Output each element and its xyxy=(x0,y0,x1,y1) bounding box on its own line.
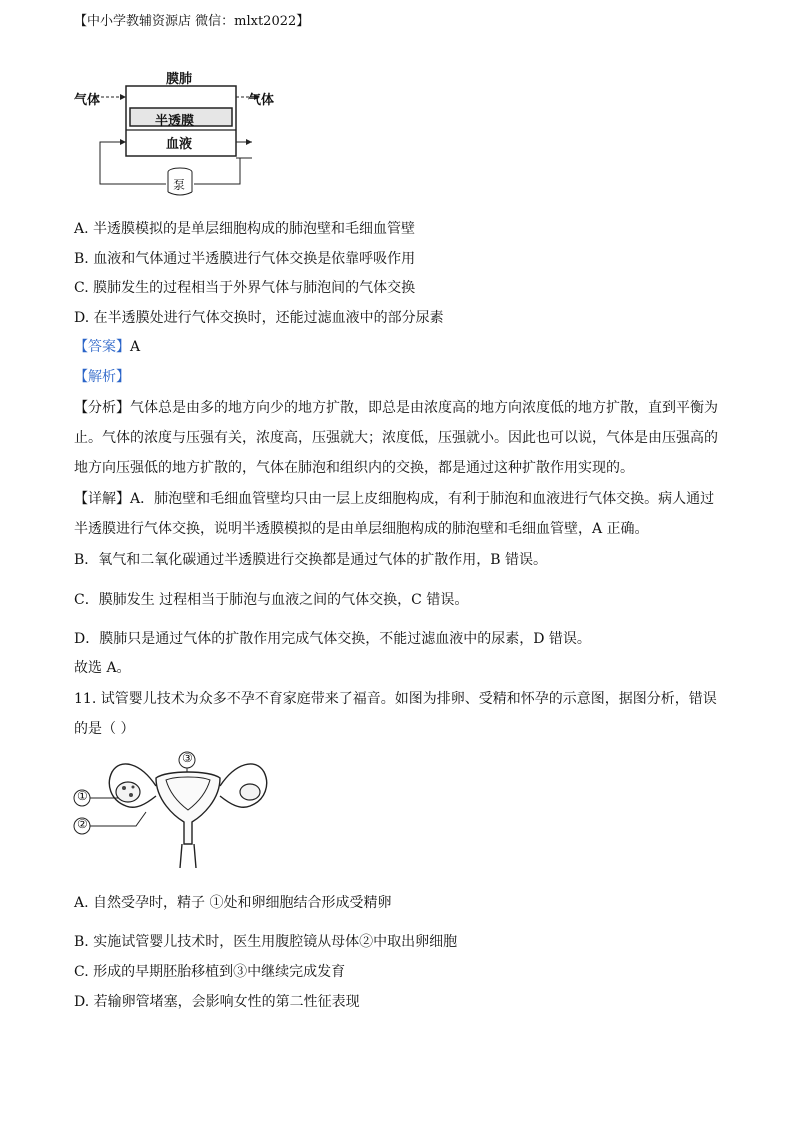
label-two: ② xyxy=(77,817,88,831)
detail-line-1: 【详解】A．肺泡壁和毛细血管壁均只由一层上皮细胞构成，有利于肺泡和血液进行气体交换。病人通过 xyxy=(74,491,715,507)
q11-option-d: D. 若输卵管堵塞，会影响女性的第二性征表现 xyxy=(74,994,360,1010)
q10-option-d: D. 在半透膜处进行气体交换时，还能过滤血液中的部分尿素 xyxy=(74,310,444,326)
answer-tag: 【答案】 xyxy=(74,339,130,355)
q10-option-a: A. 半透膜模拟的是单层细胞构成的肺泡壁和毛细血管壁 xyxy=(74,221,416,237)
analysis-line-1: 【分析】气体总是由多的地方向少的地方扩散，即总是由浓度高的地方向浓度低的地方扩散，直到平衡为 xyxy=(74,400,718,416)
membrane-lung-label: 膜肺 xyxy=(166,72,193,87)
gas-out-label: 气体 xyxy=(248,93,275,108)
q11-option-b: B. 实施试管婴儿技术时，医生用腹腔镜从母体②中取出卵细胞 xyxy=(74,934,458,950)
reproductive-system-diagram xyxy=(70,748,280,870)
detail-line-2: 半透膜进行气体交换，说明半透膜模拟的是由单层细胞构成的肺泡壁和毛细血管壁，A 正确。 xyxy=(74,521,649,537)
q10-option-b: B. 血液和气体通过半透膜进行气体交换是依靠呼吸作用 xyxy=(74,251,416,267)
detail-line-6: 故选 A。 xyxy=(74,660,131,676)
label-three: ③ xyxy=(182,751,193,765)
q11-option-a: A. 自然受孕时，精子 ①处和卵细胞结合形成受精卵 xyxy=(74,895,392,911)
answer-value: A xyxy=(130,339,141,355)
page-header: 【中小学教辅资源店 微信：mlxt2022】 xyxy=(74,14,310,29)
detail-line-3: B．氧气和二氧化碳通过半透膜进行交换都是通过气体的扩散作用，B 错误。 xyxy=(74,552,548,568)
semipermeable-label: 半透膜 xyxy=(155,114,195,129)
analysis-tag: 【解析】 xyxy=(74,369,130,385)
q10-answer-line xyxy=(74,337,140,357)
q10-option-c: C. 膜肺发生的过程相当于外界气体与肺泡间的气体交换 xyxy=(74,280,416,296)
pump-label: 泵 xyxy=(173,178,186,192)
blood-label: 血液 xyxy=(166,137,193,152)
detail-line-5: D．膜肺只是通过气体的扩散作用完成气体交换，不能过滤血液中的尿素，D 错误。 xyxy=(74,631,591,647)
label-one: ① xyxy=(77,789,88,803)
gas-in-label: 气体 xyxy=(74,93,101,108)
analysis-line-2: 止。气体的浓度与压强有关，浓度高，压强就大；浓度低，压强就小。因此也可以说，气体是由压强高的 xyxy=(74,430,718,446)
analysis-line-3: 地方向压强低的地方扩散的，气体在肺泡和组织内的交换，都是通过这种扩散作用实现的。 xyxy=(74,460,634,476)
q11-option-c: C. 形成的早期胚胎移植到③中继续完成发育 xyxy=(74,964,346,980)
detail-line-4: C．膜肺发生 过程相当于肺泡与血液之间的气体交换，C 错误。 xyxy=(74,592,469,608)
q11-stem-1: 11. 试管婴儿技术为众多不孕不育家庭带来了福音。如图为排卵、受精和怀孕的示意图，据图分析，错误 xyxy=(74,691,717,707)
q11-stem-2: 的是（ ） xyxy=(74,721,135,737)
